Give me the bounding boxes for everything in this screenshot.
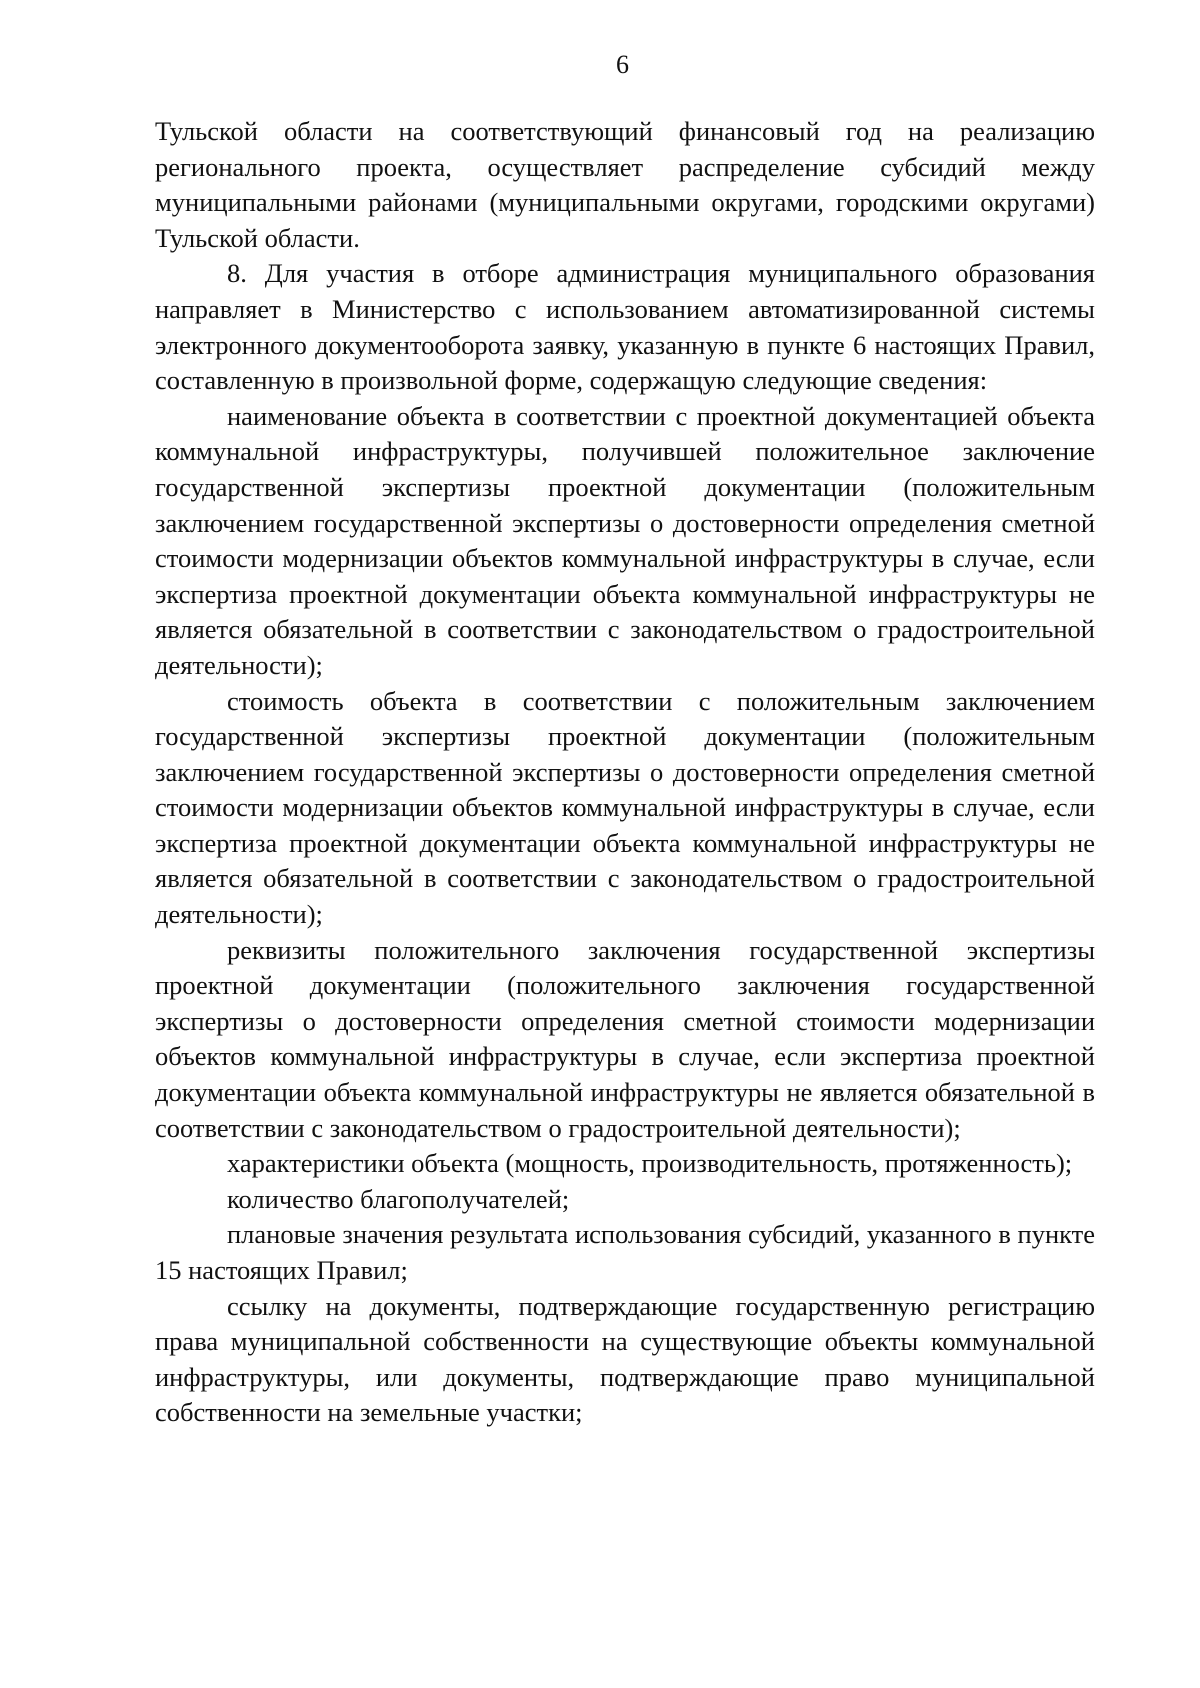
list-item-planned-results: плановые значения результата использования субсидий, указанного в пункте 15 настоящих Правил; <box>155 1219 1095 1285</box>
paragraph-clause-8: 8. Для участия в отборе администрация муниципального образования направляет в Министерство с использованием автоматизированной системы электронного документооборота заявку, указанную в пункте 6 настоящих Правил, составленную в произвольной форме, содержащую следующие сведения: <box>155 258 1095 396</box>
page-number: 6 <box>616 50 629 79</box>
list-item-characteristics: характеристики объекта (мощность, производительность, протяженность); <box>227 1148 1073 1179</box>
list-item-object-name: наименование объекта в соответствии с проектной документацией объекта коммунальной инфраструктуры, получившей положительное заключение государственной экспертизы проектной документации (положительным заключением государственной экспертизы о достоверности определения сметной стоимости модернизации объектов коммунальной инфраструктуры в случае, если экспертиза проектной документации объекта коммунальной инфраструктуры не является обязательной в соответствии с законодательством о градостроительной деятельности); <box>155 400 1095 680</box>
list-item-beneficiaries: количество благополучателей; <box>227 1183 570 1214</box>
list-item-expertise-details: реквизиты положительного заключения государственной экспертизы проектной документации (положительного заключения государственной экспертизы о достоверности определения сметной стоимости модернизации объектов коммунальной инфраструктуры в случае, если экспертиза проектной документации объекта коммунальной инфраструктуры не является обязательной в соответствии с законодательством о градостроительной деятельности); <box>155 934 1095 1143</box>
list-item-ownership-documents: ссылку на документы, подтверждающие государственную регистрацию права муниципальной собственности на существующие объекты коммунальной инфраструктуры, или документы, подтверждающие право муниципальной собственности на земельные участки; <box>155 1290 1095 1428</box>
document-body <box>155 114 1095 1431</box>
list-item-object-cost: стоимость объекта в соответствии с положительным заключением государственной экспертизы проектной документации (положительным заключением государственной экспертизы о достоверности определения сметной стоимости модернизации объектов коммунальной инфраструктуры в случае, если экспертиза проектной документации объекта коммунальной инфраструктуры не является обязательной в соответствии с законодательством о градостроительной деятельности); <box>155 685 1095 930</box>
paragraph-continuation: Тульской области на соответствующий финансовый год на реализацию регионального проекта, осуществляет распределение субсидий между муниципальными районами (муниципальными округами, городскими округами) Тульской области. <box>155 116 1095 253</box>
